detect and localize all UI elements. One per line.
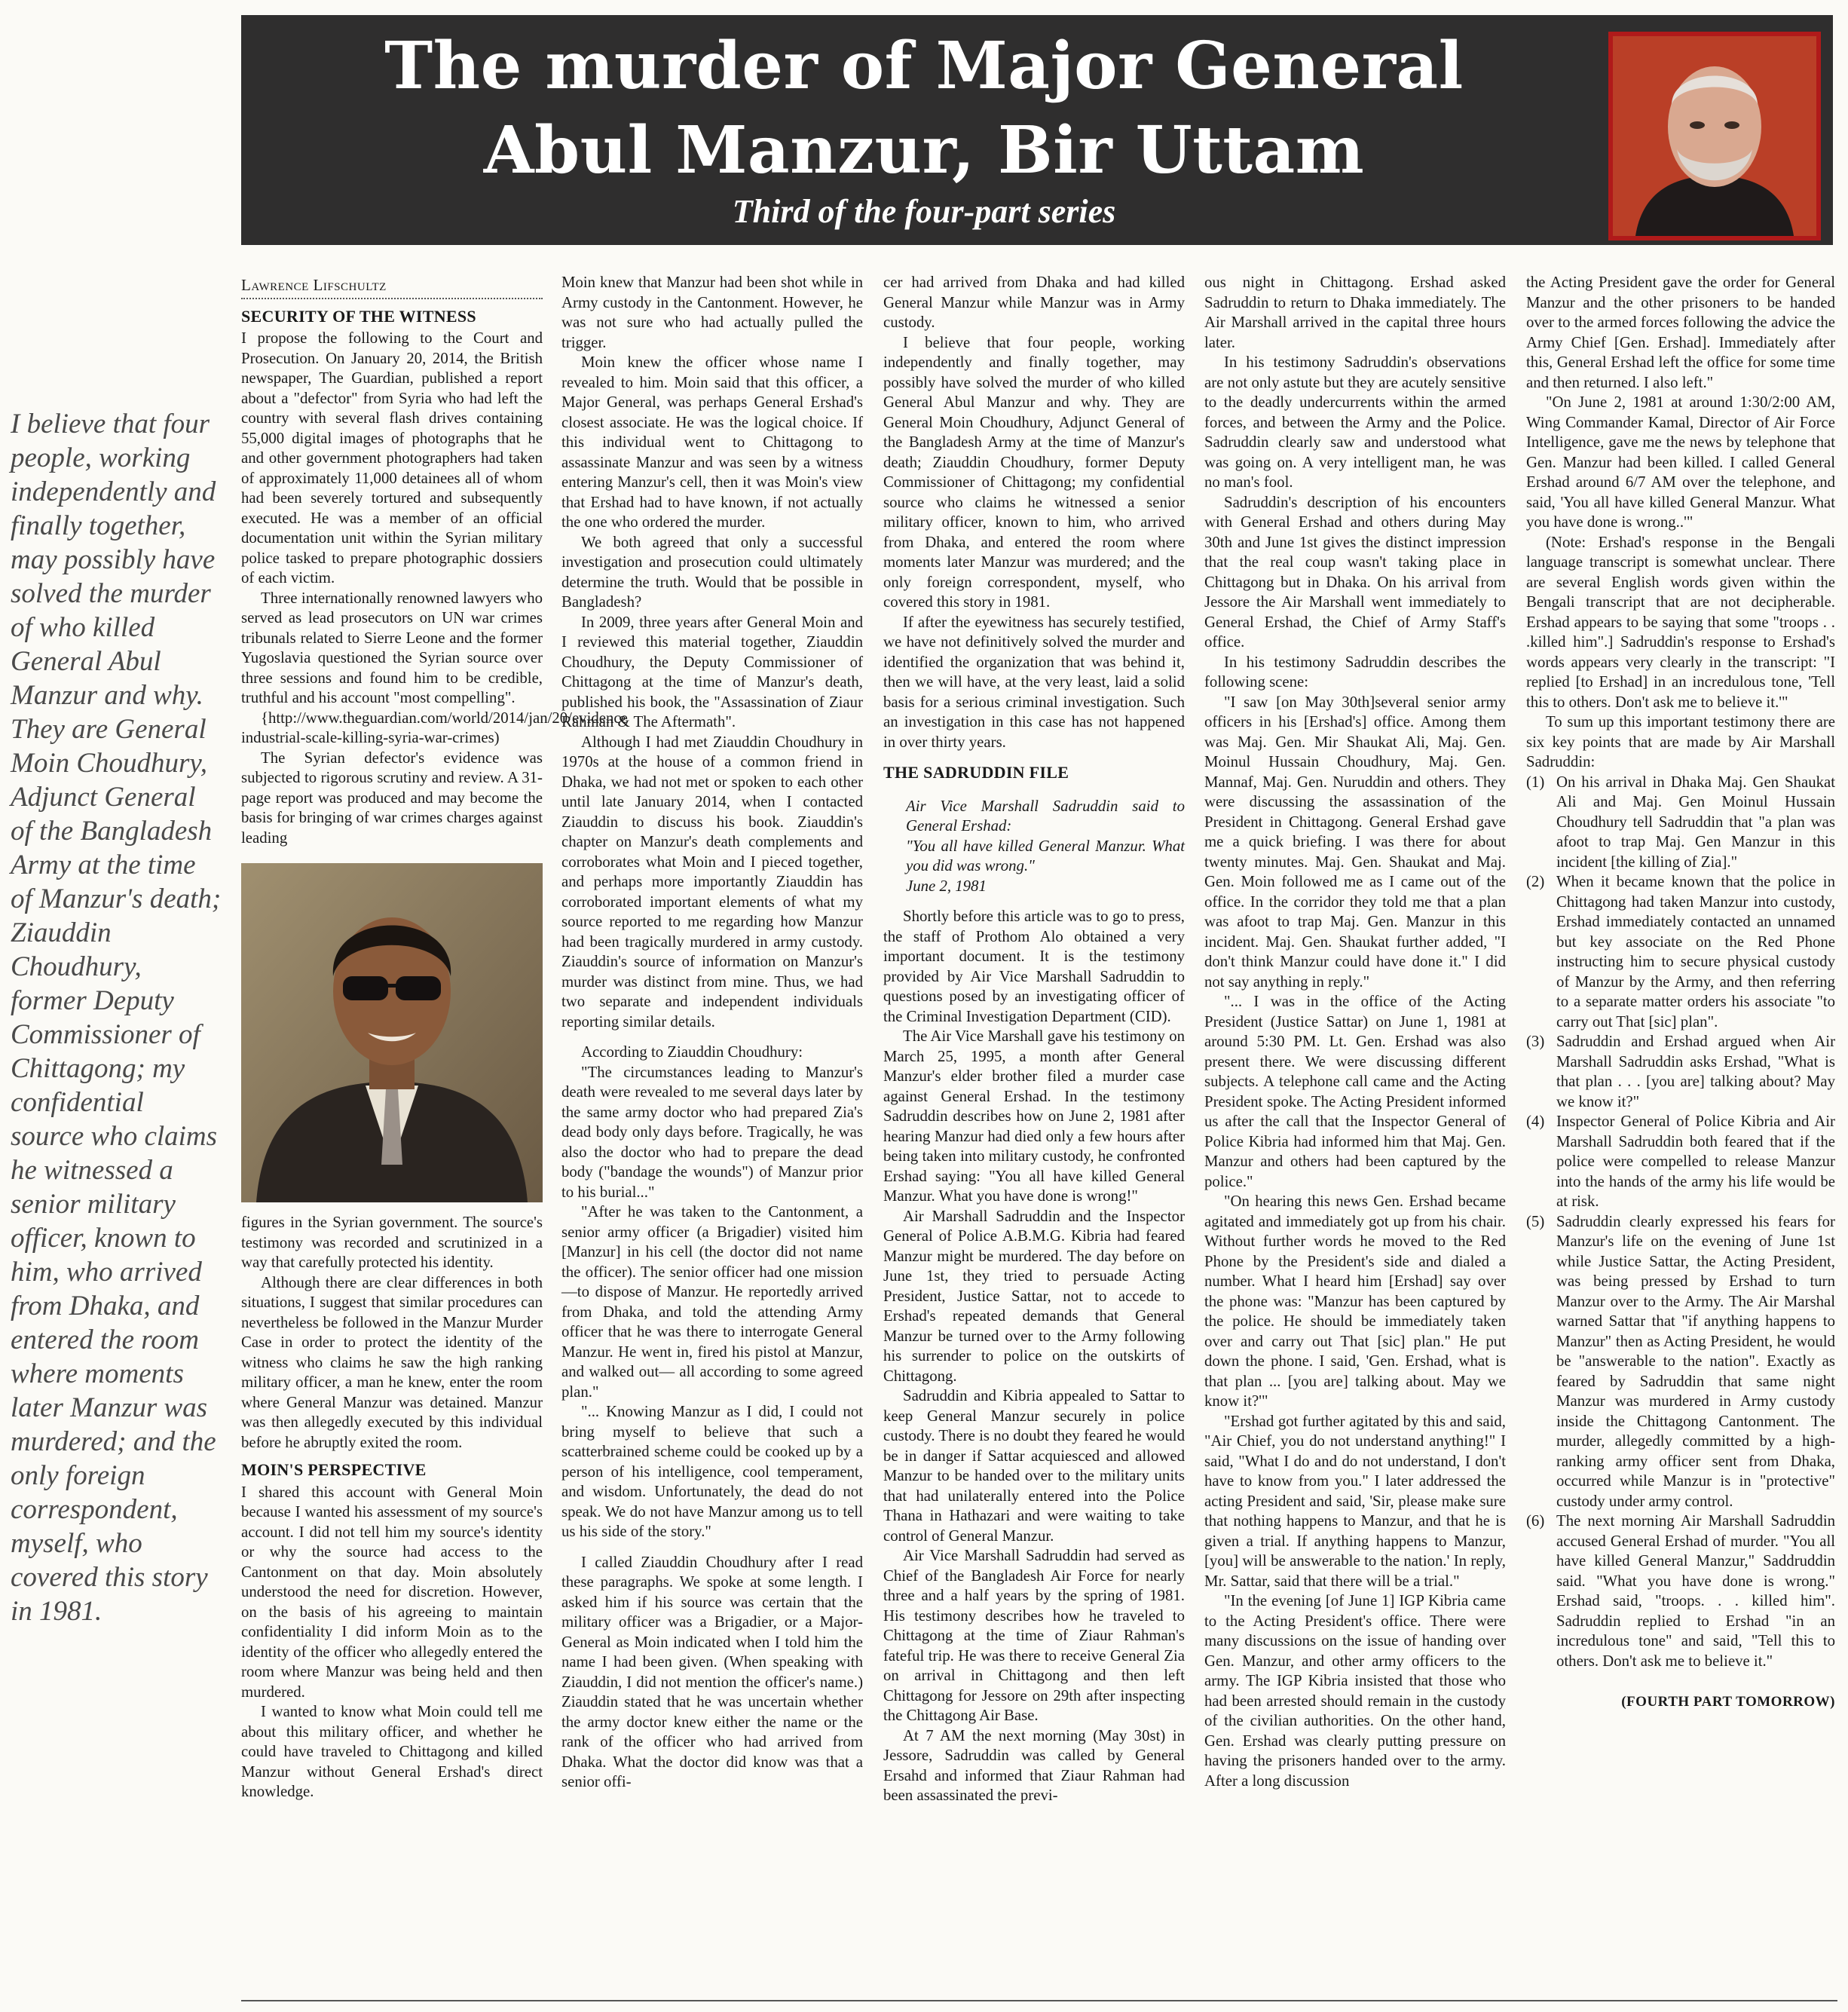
paragraph: In 2009, three years after General Moin and I reviewed this material together, Ziauddin Choudhury, the Deputy Commissioner of Chittagong at the time of Manzur's death, published his book, the "Assassination of Ziaur Rahman & The Aftermath". [561,613,863,730]
paragraph: Moin knew the officer whose name I revealed to him. Moin said that this officer, a Major General, was perhaps General Ershad's closest associate. He was the logical choice. If this individual went to Chittagong to assassinate Manzur and was seen by a witness entering Manzur's cell, then it was Moin's view that Ershad had to have known, if not actually the one who ordered the murder. [561,354,863,531]
paragraph: In his testimony Sadruddin's observations are not only astute but they are acutely sensitive to the deadly undercurrents within the armed forces, and between the Army and the Police. Sadruddin clearly saw and understood what was going on. A very intelligent man, he was no man's fool. [1204,354,1506,491]
bottom-rule [241,2000,1837,2001]
section-heading-moin: MOIN'S PERSPECTIVE [241,1460,427,1479]
key-points-list [1526,773,1835,1672]
article-column-4 [1204,273,1506,1977]
epigraph-date: June 2, 1981 [906,877,987,895]
paragraph: I shared this account with General Moin because I wanted his assessment of my source's account. I did not tell him my source's identity or why the source had access to the Cantonment on that day. Moin absolutely understood the need for discretion. However, on the basis of his agreeing to maintain confidentiality I did inform Moin as to the identity of the officer who allegedly entered the room where Manzur was being held and then murdered. [241,1483,543,1701]
paragraph: Air Marshall Sadruddin and the Inspector General of Police A.B.M.G. Kibria had feared Manzur might be murdered. The day before on June 1st, they tried to persuade Acting President, Justice Sattar, not to accede to Ershad's repeated demands that General Manzur be turned over to the Army following his surrender to police on the outskirts of Chittagong. [883,1207,1185,1385]
headline-banner [241,15,1833,245]
list-item: (4) Inspector General of Police Kibria and Air Marshall Sadruddin both feared that if the police were compelled to release Manzur into the hands of the army his life would be at risk. [1526,1113,1835,1210]
portrait-photo [241,863,543,1202]
pull-quote: I believe that four people, working independently and finally together, may possibly have solved the murder of who killed General Abul Manzur and why. They are General Moin Choudhury, Adjunct General of the Bangladesh Army at the time of Manzur's death; Ziauddin Choudhury, former Deputy Commissioner of Chittagong; my confidential source who claims he witnessed a senior military officer, known to him, who arrived from Dhaka, and entered the room where moments later Manzur was murdered; and the only foreign correspondent, myself, who covered this story in 1981. [11,409,222,1627]
paragraph: Sadruddin's description of his encounters with General Ershad and others during May 30th and June 1st gives the distinct impression that the real coup wasn't taking place in Chittagong but in Dhaka. On his arrival from Jessore the Air Marshall went immediately to General Ershad, the Chief of Army Staff's office. [1204,493,1506,651]
paragraph: figures in the Syrian government. The source's testimony was recorded and scrutinized in a way that carefully protected his identity. [241,1214,543,1271]
paragraph: At 7 AM the next morning (May 30st) in Jessore, Sadruddin was called by General Ersahd and informed that Ziaur Rahman had been assassinated the previ- [883,1726,1185,1804]
paragraph: Although there are clear differences in both situations, I suggest that similar procedures can nevertheless be followed in the Manzur Murder Case in order to protect the identity of the witness who claims he saw the high ranking military officer, a man he knew, enter the room where General Manzur was detained. Manzur was then allegedly executed by this individual before he abruptly exited the room. [241,1273,543,1451]
paragraph: Although I had met Ziauddin Choudhury in 1970s at the house of a common friend in Dhaka, we had not met or spoken to each other until late January 2014, when I contacted Ziauddin to discuss his book. Ziauddin's chapter on Manzur's death complements and corroborates what Moin and I pieced together, and perhaps more importantly Ziauddin has corroborated important elements of what my source reported to me regarding how Manzur had been tragically murdered in army custody. Ziauddin's source of information on Manzur's murder was distinct from mine. Thus, we had two separate and independent individuals reporting similar details. [561,733,863,1030]
article-column-3 [883,273,1185,1977]
epigraph-line: "You all have killed General Manzur. What you did was wrong." [906,837,1185,874]
epigraph-line: Air Vice Marshall Sadruddin said to General Ershad: [906,797,1185,835]
paragraph: the Acting President gave the order for General Manzur and the other prisoners to be handed over to the armed forces following the advice the Army Chief [Gen. Ershad]. Immediately after this, General Ershad left the office for some time and then returned. I also left." [1526,274,1835,391]
paragraph: Air Vice Marshall Sadruddin had served as Chief of the Bangladesh Air Force for nearly three and a half years by the spring of 1981. His testimony describes how he traveled to Chittagong at the time of Ziaur Rahman's fateful trip. He was there to receive General Zia on arrival in Chittagong and then left Chittagong for Jessore on 29th after inspecting the Chittagong Air Base. [883,1547,1185,1724]
paragraph: "Ershad got further agitated by this and said, "Air Chief, you do not understand anything!" I said, "What I do and do not understand, I don't have to know from you." I later addressed the acting President and said, 'Sir, please make sure that nothing happens to Manzur, and that he is given a trial. If anything happens to Manzur, [you] will be answerable to the nation.' In reply, Mr. Sattar, said that there will be a trial." [1204,1412,1506,1590]
paragraph: The Syrian defector's evidence was subjected to rigorous scrutiny and review. A 31-page report was produced and may become the basis for bringing of war crimes charges against leading [241,749,543,847]
paragraph: "... I was in the office of the Acting President (Justice Sattar) on June 1, 1981 at around 5:30 PM. Lt. Gen. Ershad was also present there. We were discussing different subjects. A telephone call came and the Acting President spoke. The Acting President informed us after the call that the Inspector General of Police Kibria had informed him that Maj. Gen. Manzur and others had been captured by the police." [1204,993,1506,1190]
paragraph: "... Knowing Manzur as I did, I could not bring myself to believe that such a scatterbrained scheme could be cooked up by a person of his intelligence, cool temperament, and wisdom. Unfortunately, the dead do not speak. We do not have Manzur among us to tell us his side of the story." [561,1403,863,1540]
headline-line-1: The murder of Major General [384,28,1464,104]
paragraph: Sadruddin and Kibria appealed to Sattar to keep General Manzur securely in police custody. There is no doubt they feared he would be in danger if Sattar acquiesced and allowed Manzur to be handed over to the military units that had unilaterally entered into the Police Thana in Hathazari and were waiting to take control of General Manzur. [883,1387,1185,1545]
list-item: (5) Sadruddin clearly expressed his fears for Manzur's life on the evening of June 1st while Justice Sattar, the Acting President, was being pressed by Ershad to turn Manzur over to the Army. The Air Marshal warned Sattar that "if anything happens to Manzur" then as Acting President, he would be "answerable to the nation". Exactly as feared by Sadruddin that same night Manzur was murdered in Army custody inside the Chittagong Cantonment. The murder, allegedly committed by a high-ranking army officer sent from Dhaka, occurred while Manzur is in "protective" custody under army control. [1526,1212,1835,1510]
paragraph: We both agreed that only a successful investigation and prosecution could ultimately determine the truth. Would that be possible in Bangladesh? [561,533,863,611]
headline [241,24,1607,193]
author-portrait [1608,32,1821,240]
article-column-1 [241,275,628,1979]
paragraph: {http://www.theguardian.com/world/2014/jan/20/evidence industrial-scale-killing-syria-war-crimes) [241,709,628,746]
byline: Lawrence Lifschultz [241,275,543,299]
paragraph: "After he was taken to the Cantonment, a senior army officer (a Brigadier) visited him [Manzur] in his cell (the doctor did not name the officer). The senior officer had one mission—to dispose of Manzur. He reportedly arrived from Dhaka, and told the attending Army officer that he was there to interrogate General Manzur. He went in, fired his pistol at Manzur, and walked out— all according to some agreed plan." [561,1203,863,1401]
article-column-2 [561,273,863,1977]
paragraph: "On hearing this news Gen. Ershad became agitated and immediately got up from his chair. Without further words he moved to the Red Phone by the President's side and dialed a number. What I heard him [Ershad] say over the phone was: "Manzur has been captured by the police. He should be immediately taken over and carry out That [sic] plan." He put down the phone. I said, 'Gen. Ershad, what is that plan ... [you are] talking about. May we know it?'" [1204,1193,1506,1410]
section-heading-security: SECURITY OF THE WITNESS [241,306,476,326]
paragraph: According to Ziauddin Choudhury: [581,1043,803,1061]
epigraph-quote [906,797,1185,897]
paragraph: In his testimony Sadruddin describes the following scene: [1204,653,1506,691]
paragraph: I called Ziauddin Choudhury after I read these paragraphs. We spoke at some length. I asked him if his source was certain that the military officer was a Brigadier, or a Major-General as Moin indicated when I told him the name I had been given. (When speaking with Ziauddin, I did not mention the officer's name.) Ziauddin stated that he was uncertain whether the army doctor knew either the name or the rank of the officer who had arrived from Dhaka. What the doctor did know was that a senior offi- [561,1553,863,1790]
paragraph: The Air Vice Marshall gave his testimony on March 25, 1995, a month after General Manzur's elder brother filed a murder case against General Ershad. In the testimony Sadruddin describes how on June 2, 1981 after hearing Manzur had died only a few hours after being taken into military custody, he confronted Ershad saying: "You all have killed General Manzur. What you have done is wrong!" [883,1027,1185,1205]
paragraph: "On June 2, 1981 at around 1:30/2:00 AM, Wing Commander Kamal, Director of Air Force Intelligence, gave me the news by telephone that Gen. Manzur had been killed. I called General Ershad around 6/7 AM over the telephone, and said, 'You all have killed General Manzur. What you have done is wrong..'" [1526,394,1835,531]
list-item: (3) Sadruddin and Ershad argued when Air Marshall Sadruddin asks Ershad, "What is that plan . . . [you are] talking about? May we know it?" [1526,1033,1835,1110]
author-portrait-image [1613,36,1816,236]
continued-note: (FOURTH PART TOMORROW) [1621,1694,1835,1710]
paragraph: If after the eyewitness has securely testified, we have not definitively solved the murder and identified the organization that was behind it, then we will have, at the very least, laid a solid basis for a serious criminal investigation. Such an investigation in this case has not happened in over thirty years. [883,613,1185,751]
paragraph: I wanted to know what Moin could tell me about this military officer, and whether he could have traveled to Chittagong and killed Manzur without General Ershad's direct knowledge. [241,1703,543,1800]
paragraph: cer had arrived from Dhaka and had killed General Manzur while Manzur was in Army custody. [883,274,1185,331]
headline-line-2: Abul Manzur, Bir Uttam [483,112,1365,188]
paragraph: "I saw [on May 30th]several senior army officers in his [Ershad's] office. Among them was Maj. Gen. Mir Shaukat Ali, Maj. Gen. Moinul Hussain Choudhury, Maj. Gen. Mannaf, Maj. Gen. Nuruddin and others. They were discussing the assassination of the President in Chittagong. General Ershad gave me a quick briefing. I was there for about twenty minutes. Maj. Gen. Shaukat and Maj. Gen. Moin followed me as I came out of the office. In the corridor they told me that a plan was afoot to trap Maj. Gen. Manzur in this incident. Maj. Gen. Shaukat further added, "I don't think Manzur could have done it." I did not say anything in reply." [1204,693,1506,991]
list-item: (2) When it became known that the police in Chittagong had taken Manzur into custody, Ershad immediately contacted an unnamed but key associate on the Red Phone instructing him to secure physical custody of Manzur by the Army, and then referring to a separate matter orders his associate "to carry out That [sic] plan". [1526,873,1835,1030]
paragraph: To sum up this important testimony there are six key points that are made by Air Marshall Sadruddin: [1526,713,1835,770]
paragraph: I propose the following to the Court and Prosecution. On January 20, 2014, the British newspaper, The Guardian, published a report about a "defector" from Syria who had left the country with several flash drives containing 55,000 digital images of photographs that he and other government photographers had taken of approximately 11,000 detainees all of whom had been severely tortured and subsequently executed. He was a member of an official documentation unit within the Syrian military police tasked to prepare photographic dossiers of each victim. [241,329,543,586]
paragraph: "In the evening [of June 1] IGP Kibria came to the Acting President's office. There were many discussions on the issue of handing over Gen. Manzur, and other army officers to the army. The IGP Kibria insisted that those who had been arrested should remain in the custody of the civilian authorities. On the other hand, Gen. Ershad was clearly putting pressure on having the prisoners handed over to the army. After a long discussion [1204,1592,1506,1790]
list-item: (1) On his arrival in Dhaka Maj. Gen Shaukat Ali and Maj. Gen Moinul Hussain Choudhury tell Sadruddin that "a plan was afoot to trap Maj. Gen Manzur in this incident [the killing of Zia]." [1526,773,1835,871]
article-column-5 [1526,273,1835,1977]
paragraph: I believe that four people, working independently and finally together, may possibly have solved the murder of who killed General Abul Manzur and why. They are General Moin Choudhury, Adjunct General of the Bangladesh Army at the time of Manzur's death; Ziauddin Choudhury, former Deputy Commissioner of Chittagong; my confidential source who claims he witnessed a senior military officer, known to him, who arrived from Dhaka, and entered the room where moments later Manzur was murdered; and the only foreign correspondent, myself, who covered this story in 1981. [883,333,1185,611]
paragraph: "The circumstances leading to Manzur's death were revealed to me several days later by the same army doctor who had prepared Zia's dead body only days before. Tragically, he was also the doctor who had to prepare the dead body ("bandage the wounds") of Manzur prior to his burial..." [561,1063,863,1201]
paragraph: Moin knew that Manzur had been shot while in Army custody in the Cantonment. However, he was not sure who had actually pulled the trigger. [561,274,863,351]
paragraph: ous night in Chittagong. Ershad asked Sadruddin to return to Dhaka immediately. The Air Marshall arrived in the capital three hours later. [1204,274,1506,351]
man-in-sunglasses-photo [241,863,543,1202]
series-subtitle: Third of the four-part series [732,193,1116,230]
paragraph: Shortly before this article was to go to press, the staff of Prothom Alo obtained a very important document. It is the testimony provided by Air Vice Marshall Sadruddin to questions posed by an investigating officer of the Criminal Investigation Department (CID). [883,908,1185,1025]
paragraph: Three internationally renowned lawyers who served as lead prosecutors on UN war crimes tribunals related to Sierre Leone and the former Yugoslavia questioned the Syrian source over three sessions and found him to be credible, truthful and his account "most compelling". [241,589,543,706]
section-heading-sadruddin: THE SADRUDDIN FILE [883,763,1069,782]
list-item: (6) The next morning Air Marshall Sadruddin accused General Ershad of murder. "You all have killed General Manzur," Saddruddin said. "What you have done is wrong." Ershad said, "troops. . . killed him". Sadruddin replied to Ershad "in an incredulous tone" and said, "Tell this to others. Don't ask me to believe it." [1526,1512,1835,1670]
paragraph: (Note: Ershad's response in the Bengali language transcript is somewhat unclear. There are several English words given within the Bengali transcript that are not decipherable. Ershad appears to be saying that some "troops . . .killed him".] Sadruddin's response to Ershad's words appears very clearly in the transcript: "I replied [to Ershad] in an incredulous tone, 'Tell this to others. Don't ask me to believe it.'" [1526,533,1835,711]
